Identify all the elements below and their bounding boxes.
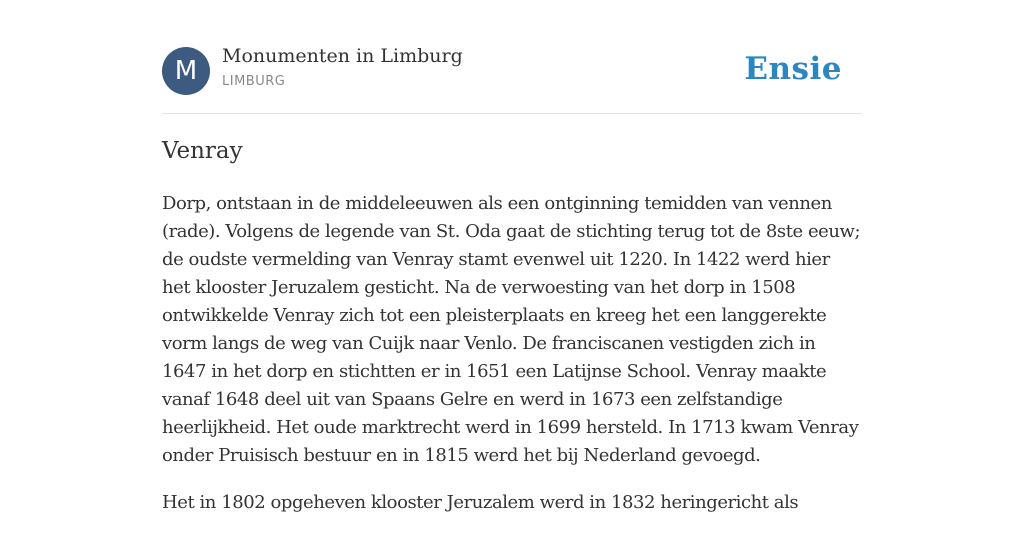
page-container [162, 0, 862, 513]
avatar[interactable]: M [162, 47, 210, 95]
site-title-link[interactable]: Monumenten in Limburg [222, 45, 463, 67]
site-subtitle-link[interactable]: LIMBURG [222, 74, 286, 89]
article-body [162, 190, 862, 536]
ensie-logo-link[interactable]: Ensie [744, 51, 842, 87]
article-paragraph: Dorp, ontstaan in de middeleeuwen als een ontginning temidden van vennen (rade). Volgens de legende van St. Oda gaat de stichting terug tot de 8ste eeuw; de oudste vermelding van Venray stamt evenwel uit 1220. In 1422 werd hier het klooster Jeruzalem gesticht. Na de verwoesting van het dorp in 1508 ontwikkelde Venray zich tot een pleisterplaats en kreeg het een langgerekte vorm langs de weg van Cuijk naar Venlo. De franciscanen vestigden zich in 1647 in het dorp en stichtten er in 1651 een Latijnse School. Venray maakte vanaf 1648 deel uit van Spaans Gelre en werd in 1673 een zelfstandige heerlijkheid. Het oude marktrecht werd in 1699 hersteld. In 1713 kwam Venray onder Pruisisch bestuur en in 1815 werd het bij Nederland gevoegd. [162, 193, 861, 466]
article-paragraph: Het in 1802 opgeheven klooster Jeruzalem werd in 1832 heringericht als [162, 492, 799, 513]
article-title: Venray [162, 138, 243, 164]
header [162, 0, 862, 114]
